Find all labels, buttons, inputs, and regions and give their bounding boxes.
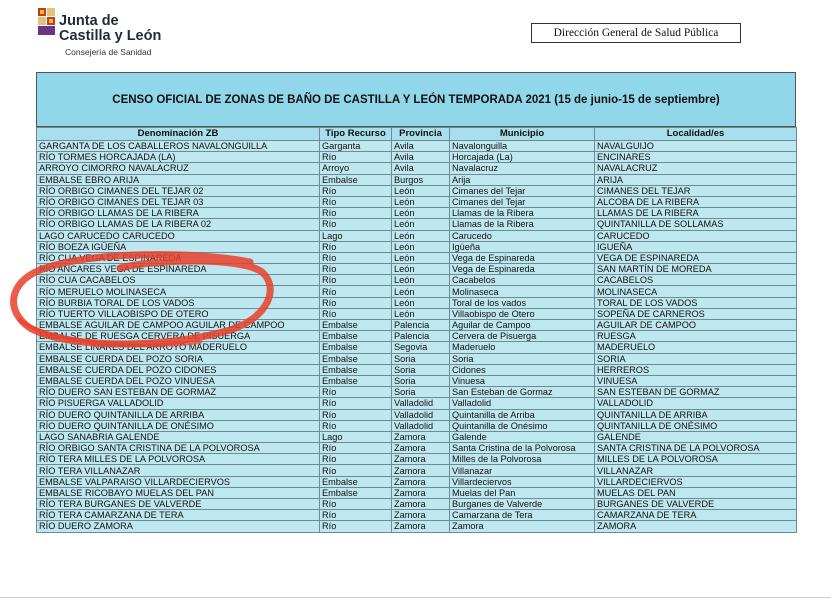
cell-denominacion: RÍO TERA BURGANES DE VALVERDE — [37, 499, 320, 510]
cell-municipio: Vinuesa — [450, 375, 595, 386]
table-row — [37, 521, 797, 532]
census-table — [36, 127, 797, 533]
table-row — [37, 409, 797, 420]
cell-localidades: ALCOBA DE LA RIBERA — [595, 196, 797, 207]
cell-localidades: CIMANES DEL TEJAR — [595, 185, 797, 196]
cell-localidades: TORAL DE LOS VADOS — [595, 297, 797, 308]
table-row — [37, 275, 797, 286]
cell-municipio: Muelas del Pan — [450, 487, 595, 498]
table-row — [37, 308, 797, 319]
cell-denominacion: RÍO ORBIGO SANTA CRISTINA DE LA POLVOROSA — [37, 443, 320, 454]
cell-municipio: Carucedo — [450, 230, 595, 241]
cell-municipio: Aguilar de Campoo — [450, 320, 595, 331]
cell-localidades: HERREROS — [595, 364, 797, 375]
table-row — [37, 387, 797, 398]
cell-tipo-recurso: Río — [320, 275, 392, 286]
cell-denominacion: RÍO BOEZA IGÜEÑA — [37, 241, 320, 252]
cell-localidades: MUELAS DEL PAN — [595, 487, 797, 498]
table-body — [37, 141, 797, 533]
table-row — [37, 163, 797, 174]
cell-provincia: Segovia — [392, 342, 450, 353]
cell-denominacion: RÍO DUERO QUINTANILLA DE ONÉSIMO — [37, 420, 320, 431]
cell-localidades: SANTA CRISTINA DE LA POLVOROSA — [595, 443, 797, 454]
cell-provincia: León — [392, 308, 450, 319]
cell-denominacion: LAGO CARUCEDO CARUCEDO — [37, 230, 320, 241]
cell-tipo-recurso: Río — [320, 454, 392, 465]
census-title: CENSO OFICIAL DE ZONAS DE BAÑO DE CASTILLA Y LEÓN TEMPORADA 2021 (15 de junio-15 de septiembre) — [36, 72, 796, 127]
cell-denominacion: RÍO DUERO ZAMORA — [37, 521, 320, 532]
cell-localidades: SORIA — [595, 353, 797, 364]
cell-municipio: Villanazar — [450, 465, 595, 476]
cell-provincia: León — [392, 297, 450, 308]
cell-tipo-recurso: Río — [320, 152, 392, 163]
cell-tipo-recurso: Embalse — [320, 375, 392, 386]
cell-provincia: León — [392, 264, 450, 275]
cell-municipio: Vega de Espinareda — [450, 264, 595, 275]
cell-tipo-recurso: Embalse — [320, 364, 392, 375]
cell-municipio: Llamas de la Ribera — [450, 219, 595, 230]
table-row — [37, 152, 797, 163]
cell-provincia: León — [392, 241, 450, 252]
table-row — [37, 208, 797, 219]
cell-localidades: QUINTANILLA DE ONÉSIMO — [595, 420, 797, 431]
cell-denominacion: EMBALSE VALPARAISO VILLARDECIERVOS — [37, 476, 320, 487]
cell-denominacion: RÍO ORBIGO LLAMAS DE LA RIBERA — [37, 208, 320, 219]
cell-municipio: Cimanes del Tejar — [450, 185, 595, 196]
cell-denominacion: RÍO ORBIGO CIMANES DEL TEJAR 02 — [37, 185, 320, 196]
cell-localidades: ARIJA — [595, 174, 797, 185]
cell-provincia: Zamora — [392, 476, 450, 487]
cell-localidades: CARUCEDO — [595, 230, 797, 241]
cell-tipo-recurso: Garganta — [320, 141, 392, 152]
cell-tipo-recurso: Embalse — [320, 320, 392, 331]
column-header-denominacion: Denominación ZB — [37, 128, 320, 141]
cell-tipo-recurso: Río — [320, 196, 392, 207]
cell-provincia: León — [392, 286, 450, 297]
coat-of-arms-icon — [37, 6, 57, 38]
cell-provincia: León — [392, 196, 450, 207]
cell-municipio: Cervera de Pisuerga — [450, 331, 595, 342]
cell-provincia: Zamora — [392, 454, 450, 465]
logo-line-2: Castilla y León — [59, 28, 162, 44]
cell-localidades: VALLADOLID — [595, 398, 797, 409]
cell-municipio: Molinaseca — [450, 286, 595, 297]
cell-municipio: Horcajada (La) — [450, 152, 595, 163]
cell-tipo-recurso: Río — [320, 443, 392, 454]
cell-localidades: VILLANAZAR — [595, 465, 797, 476]
cell-denominacion: LAGO SANABRIA GALENDE — [37, 431, 320, 442]
cell-localidades: ENCINARES — [595, 152, 797, 163]
cell-tipo-recurso: Embalse — [320, 487, 392, 498]
cell-tipo-recurso: Río — [320, 208, 392, 219]
cell-denominacion: EMBALSE DE RUESGA CERVERA DE PISUERGA — [37, 331, 320, 342]
table-row — [37, 510, 797, 521]
cell-tipo-recurso: Río — [320, 297, 392, 308]
cell-tipo-recurso: Río — [320, 499, 392, 510]
cell-denominacion: RÍO DUERO SAN ESTEBAN DE GORMAZ — [37, 387, 320, 398]
cell-municipio: Llamas de la Ribera — [450, 208, 595, 219]
cell-provincia: León — [392, 185, 450, 196]
cell-municipio: Quintanilla de Onésimo — [450, 420, 595, 431]
cell-municipio: Galende — [450, 431, 595, 442]
cell-denominacion: RÍO TUERTO VILLAOBISPO DE OTERO — [37, 308, 320, 319]
cell-tipo-recurso: Río — [320, 252, 392, 263]
cell-localidades: NAVALACRUZ — [595, 163, 797, 174]
table-row — [37, 487, 797, 498]
cell-provincia: Palencia — [392, 320, 450, 331]
cell-localidades: MILLES DE LA POLVOROSA — [595, 454, 797, 465]
cell-tipo-recurso: Río — [320, 387, 392, 398]
cell-provincia: Avila — [392, 163, 450, 174]
cell-denominacion: RÍO TERA CAMARZANA DE TERA — [37, 510, 320, 521]
cell-municipio: Quintanilla de Arriba — [450, 409, 595, 420]
cell-denominacion: EMBALSE AGUILAR DE CAMPOO AGUILAR DE CAMPOO — [37, 320, 320, 331]
logo-line-1: Junta de — [59, 13, 119, 29]
table-row — [37, 398, 797, 409]
cell-tipo-recurso: Embalse — [320, 476, 392, 487]
table-row — [37, 353, 797, 364]
column-header-tipo-recurso: Tipo Recurso — [320, 128, 392, 141]
column-header-municipio: Municipio — [450, 128, 595, 141]
cell-denominacion: RÍO ORBIGO CIMANES DEL TEJAR 03 — [37, 196, 320, 207]
cell-municipio: Navalonguilla — [450, 141, 595, 152]
cell-denominacion: RÍO ANCARES VEGA DE ESPINAREDA — [37, 264, 320, 275]
cell-municipio: San Esteban de Gormaz — [450, 387, 595, 398]
table-row — [37, 454, 797, 465]
cell-provincia: Zamora — [392, 443, 450, 454]
cell-localidades: MADERUELO — [595, 342, 797, 353]
cell-denominacion: EMBALSE EBRO ARIJA — [37, 174, 320, 185]
table-row — [37, 219, 797, 230]
cell-provincia: León — [392, 219, 450, 230]
cell-denominacion: EMBALSE CUERDA DEL POZO CIDONES — [37, 364, 320, 375]
cell-localidades: SAN ESTEBAN DE GORMAZ — [595, 387, 797, 398]
cell-municipio: Toral de los vados — [450, 297, 595, 308]
cell-municipio: Cidones — [450, 364, 595, 375]
table-row — [37, 431, 797, 442]
table-row — [37, 286, 797, 297]
table-row — [37, 320, 797, 331]
cell-denominacion: EMBALSE LINARES DEL ARROYO MADERUELO — [37, 342, 320, 353]
cell-provincia: Soria — [392, 364, 450, 375]
table-row — [37, 297, 797, 308]
cell-denominacion: RÍO DUERO QUINTANILLA DE ARRIBA — [37, 409, 320, 420]
cell-localidades: LLAMAS DE LA RIBERA — [595, 208, 797, 219]
cell-municipio: Villaobispo de Otero — [450, 308, 595, 319]
cell-localidades: VEGA DE ESPINAREDA — [595, 252, 797, 263]
table-row — [37, 264, 797, 275]
cell-localidades: QUINTANILLA DE SOLLAMAS — [595, 219, 797, 230]
cell-provincia: Zamora — [392, 499, 450, 510]
table-row — [37, 476, 797, 487]
cell-denominacion: EMBALSE RICOBAYO MUELAS DEL PAN — [37, 487, 320, 498]
cell-municipio: Arija — [450, 174, 595, 185]
cell-localidades: GALENDE — [595, 431, 797, 442]
cell-provincia: Soria — [392, 353, 450, 364]
cell-municipio: Zamora — [450, 521, 595, 532]
cell-denominacion: EMBALSE CUERDA DEL POZO SORIA — [37, 353, 320, 364]
cell-tipo-recurso: Lago — [320, 431, 392, 442]
cell-municipio: Igüeña — [450, 241, 595, 252]
cell-localidades: RUESGA — [595, 331, 797, 342]
cell-tipo-recurso: Río — [320, 521, 392, 532]
cell-municipio: Valladolid — [450, 398, 595, 409]
cell-provincia: Avila — [392, 141, 450, 152]
cell-tipo-recurso: Río — [320, 398, 392, 409]
cell-municipio: Vega de Espinareda — [450, 252, 595, 263]
cell-municipio: Villardeciervos — [450, 476, 595, 487]
cell-provincia: Valladolid — [392, 420, 450, 431]
cell-municipio: Santa Cristina de la Polvorosa — [450, 443, 595, 454]
cell-denominacion: RÍO TERA VILLANAZAR — [37, 465, 320, 476]
cell-provincia: Zamora — [392, 521, 450, 532]
cell-tipo-recurso: Río — [320, 286, 392, 297]
cell-localidades: AGUILAR DE CAMPOO — [595, 320, 797, 331]
cell-tipo-recurso: Embalse — [320, 331, 392, 342]
table-row — [37, 252, 797, 263]
document-header — [0, 0, 831, 70]
cell-tipo-recurso: Embalse — [320, 342, 392, 353]
table-row — [37, 196, 797, 207]
cell-denominacion: RÍO BURBIA TORAL DE LOS VADOS — [37, 297, 320, 308]
table-row — [37, 499, 797, 510]
cell-provincia: Soria — [392, 387, 450, 398]
cell-provincia: Palencia — [392, 331, 450, 342]
cell-provincia: León — [392, 275, 450, 286]
cell-localidades: NAVALGUIJO — [595, 141, 797, 152]
directorate-box: Dirección General de Salud Pública — [531, 23, 741, 43]
cell-localidades: MOLINASECA — [595, 286, 797, 297]
cell-provincia: Zamora — [392, 510, 450, 521]
cell-provincia: Zamora — [392, 487, 450, 498]
cell-provincia: León — [392, 230, 450, 241]
cell-localidades: SOPEÑA DE CARNEROS — [595, 308, 797, 319]
cell-provincia: Soria — [392, 375, 450, 386]
cell-localidades: CACABELOS — [595, 275, 797, 286]
column-header-localidades: Localidad/es — [595, 128, 797, 141]
cell-localidades: ZAMORA — [595, 521, 797, 532]
table-row — [37, 241, 797, 252]
cell-denominacion: RÍO TERA MILLES DE LA POLVOROSA — [37, 454, 320, 465]
cell-tipo-recurso: Río — [320, 465, 392, 476]
table-row — [37, 342, 797, 353]
cell-tipo-recurso: Río — [320, 219, 392, 230]
cell-tipo-recurso: Arroyo — [320, 163, 392, 174]
cell-tipo-recurso: Río — [320, 409, 392, 420]
table-header-row — [37, 128, 797, 141]
cell-municipio: Milles de la Polvorosa — [450, 454, 595, 465]
table-row — [37, 364, 797, 375]
cell-municipio: Burganes de Valverde — [450, 499, 595, 510]
logo-subtitle: Consejería de Sanidad — [65, 47, 152, 57]
page-bottom-rule — [0, 597, 831, 598]
census-sheet — [36, 72, 796, 533]
table-row — [37, 230, 797, 241]
cell-denominacion: RÍO CUA VEGA DE ESPINAREDA — [37, 252, 320, 263]
cell-tipo-recurso: Río — [320, 185, 392, 196]
table-row — [37, 465, 797, 476]
cell-tipo-recurso: Embalse — [320, 174, 392, 185]
cell-provincia: Valladolid — [392, 409, 450, 420]
cell-provincia: León — [392, 208, 450, 219]
cell-denominacion: RÍO MERUELO MOLINASECA — [37, 286, 320, 297]
cell-tipo-recurso: Río — [320, 510, 392, 521]
cell-provincia: Zamora — [392, 431, 450, 442]
table-row — [37, 174, 797, 185]
cell-tipo-recurso: Río — [320, 264, 392, 275]
cell-municipio: Cacabelos — [450, 275, 595, 286]
cell-denominacion: GARGANTA DE LOS CABALLEROS NAVALONGUILLA — [37, 141, 320, 152]
cell-municipio: Navalacruz — [450, 163, 595, 174]
cell-denominacion: RÍO ORBIGO LLAMAS DE LA RIBERA 02 — [37, 219, 320, 230]
cell-municipio: Maderuelo — [450, 342, 595, 353]
cell-tipo-recurso: Río — [320, 308, 392, 319]
table-row — [37, 141, 797, 152]
column-header-provincia: Provincia — [392, 128, 450, 141]
cell-denominacion: EMBALSE CUERDA DEL POZO VINUESA — [37, 375, 320, 386]
cell-denominacion: ARROYO CIMORRO NAVALACRUZ — [37, 163, 320, 174]
cell-localidades: QUINTANILLA DE ARRIBA — [595, 409, 797, 420]
cell-provincia: Burgos — [392, 174, 450, 185]
cell-localidades: VINUESA — [595, 375, 797, 386]
cell-localidades: SAN MARTÍN DE MOREDA — [595, 264, 797, 275]
cell-denominacion: RÍO PISUERGA VALLADOLID — [37, 398, 320, 409]
cell-provincia: León — [392, 252, 450, 263]
cell-denominacion: RÍO CUA CACABELOS — [37, 275, 320, 286]
table-row — [37, 375, 797, 386]
cell-municipio: Camarzana de Tera — [450, 510, 595, 521]
cell-localidades: CAMARZANA DE TERA — [595, 510, 797, 521]
table-row — [37, 185, 797, 196]
cell-municipio: Cimanes del Tejar — [450, 196, 595, 207]
cell-localidades: IGUEÑA — [595, 241, 797, 252]
cell-localidades: BURGANES DE VALVERDE — [595, 499, 797, 510]
cell-municipio: Soria — [450, 353, 595, 364]
cell-provincia: Zamora — [392, 465, 450, 476]
table-row — [37, 420, 797, 431]
cell-provincia: Avila — [392, 152, 450, 163]
table-row — [37, 331, 797, 342]
cell-tipo-recurso: Río — [320, 420, 392, 431]
cell-tipo-recurso: Río — [320, 241, 392, 252]
cell-provincia: Valladolid — [392, 398, 450, 409]
table-row — [37, 443, 797, 454]
cell-denominacion: RÍO TORMES HORCAJADA (LA) — [37, 152, 320, 163]
junta-logo — [37, 4, 187, 64]
cell-tipo-recurso: Embalse — [320, 353, 392, 364]
cell-tipo-recurso: Lago — [320, 230, 392, 241]
cell-localidades: VILLARDECIERVOS — [595, 476, 797, 487]
